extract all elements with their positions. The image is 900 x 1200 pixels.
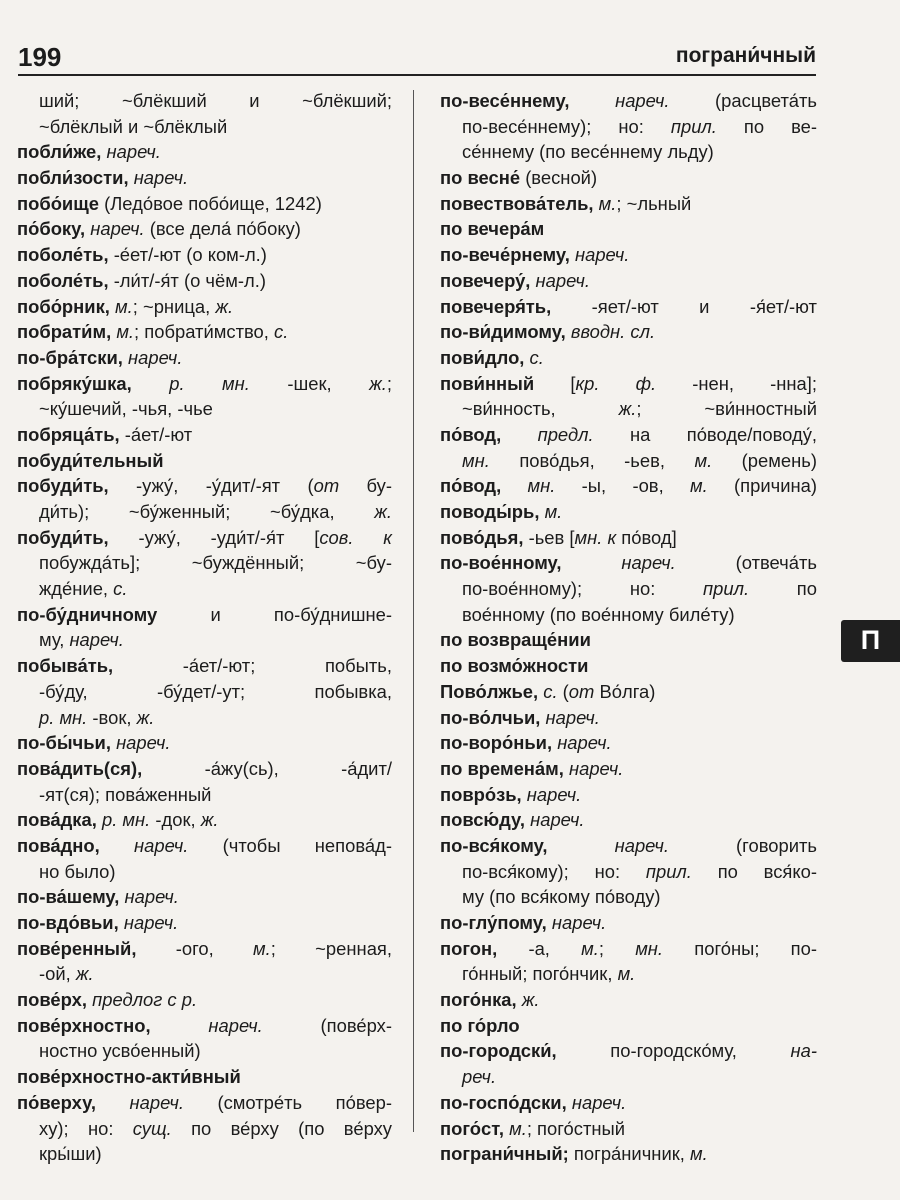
headword: по весне́: [440, 167, 521, 189]
dictionary-line: [17, 1064, 392, 1090]
entry-text: -бу́ду, -бу́дет/-ут; побывка,: [39, 680, 392, 702]
headword: пови́нный: [440, 372, 535, 394]
grammar-label: сущ.: [132, 1117, 172, 1139]
grammar-label: предлог с р.: [92, 989, 198, 1011]
entry-text: се́ннему (по весе́ннему льду): [462, 141, 714, 163]
grammar-label: нареч.: [123, 912, 179, 933]
dictionary-line: [17, 1116, 392, 1142]
headword: пово́дья,: [440, 526, 524, 548]
headword: по-вое́нному,: [440, 552, 562, 574]
headword: по́вод,: [440, 423, 502, 445]
headword: по вечера́м: [440, 218, 545, 240]
headword: по возвраще́нии: [440, 629, 591, 651]
entry-text: -вок,: [87, 706, 137, 728]
dictionary-line: [440, 88, 817, 114]
grammar-label: с.: [274, 321, 289, 343]
dictionary-line: [440, 473, 817, 499]
headword: пове́рх,: [17, 989, 87, 1011]
headword: поболе́ть,: [17, 269, 109, 291]
entry-text: ~блёклый и ~блёклый: [39, 115, 228, 137]
dictionary-line: [17, 961, 392, 987]
dictionary-line: [440, 1090, 817, 1116]
headword: побо́рник,: [17, 295, 110, 317]
headword: побли́зости,: [17, 167, 129, 189]
dictionary-line: [17, 807, 392, 833]
dictionary-line: [17, 191, 392, 217]
entry-text: (смотре́ть по́вер-: [183, 1091, 392, 1113]
entry-text: побужда́ть]; ~буждённый; ~бу-: [39, 552, 392, 574]
grammar-label: нареч.: [571, 1091, 627, 1113]
headword: побуди́ть,: [17, 475, 109, 497]
headword: поводы́рь,: [440, 501, 540, 522]
grammar-label: ж.: [374, 501, 392, 522]
entry-text: ший; ~блёкший и ~блёкший;: [39, 90, 392, 111]
grammar-label: нареч.: [134, 834, 189, 856]
entry-text: -ят(ся); пова́женный: [39, 783, 212, 805]
dictionary-line: [17, 114, 392, 140]
grammar-label: нареч.: [615, 90, 670, 111]
dictionary-line: [440, 294, 817, 320]
entry-text: ;: [598, 937, 636, 959]
grammar-label: прил.: [645, 860, 692, 882]
entry-text: на по́воде/поводу́,: [593, 423, 817, 445]
headword: погон,: [440, 937, 498, 959]
grammar-label: ж.: [200, 809, 219, 831]
headword: побряку́шка,: [17, 372, 132, 394]
entry-text: -а,: [497, 937, 582, 959]
entry-text: бу-: [339, 475, 392, 497]
entry-text: вое́нному (по вое́нному биле́ту): [462, 603, 735, 625]
grammar-label: м.: [694, 449, 713, 471]
entry-text: [132, 373, 169, 394]
grammar-label: м.: [253, 937, 271, 959]
dictionary-line: [17, 319, 392, 345]
headword: по возмо́жности: [440, 655, 589, 677]
headword: по-ви́димому,: [440, 321, 566, 343]
dictionary-line: [17, 859, 392, 885]
dictionary-line: [17, 602, 392, 628]
dictionary-line: [440, 396, 817, 422]
dictionary-line: [440, 448, 817, 474]
entry-text: (чтобы непова́д-: [188, 834, 392, 856]
headword: побрати́м,: [17, 321, 112, 343]
entry-text: по-вся́кому); но:: [462, 860, 646, 882]
grammar-label: мн.: [462, 449, 490, 471]
entry-text: -а́ет/-ют; побыть,: [113, 655, 392, 677]
entry-text: кры́ши): [39, 1143, 102, 1165]
dictionary-line: [17, 371, 392, 397]
dictionary-line: [440, 371, 817, 397]
headword: пови́дло,: [440, 346, 525, 368]
headword: пова́дка,: [17, 809, 97, 831]
grammar-label: р. мн.: [169, 372, 250, 394]
grammar-label: нареч.: [551, 912, 607, 933]
headword: по-городски́,: [440, 1040, 557, 1062]
headword: повро́зь,: [440, 783, 522, 805]
dictionary-line: [440, 936, 817, 962]
grammar-label: сов. к: [319, 526, 392, 548]
entry-text: -шек,: [249, 372, 370, 394]
dictionary-line: [17, 1038, 392, 1064]
entry-text: ностно усво́енный): [39, 1040, 201, 1062]
dictionary-line: [17, 756, 392, 782]
entry-text: ; ~рница,: [132, 295, 216, 317]
entry-text: пого́ны; по-: [663, 937, 817, 959]
headword: повествова́тель,: [440, 192, 594, 214]
entry-text: по вся́ко-: [691, 860, 817, 882]
dictionary-line: [440, 807, 817, 833]
thumb-index-tab[interactable]: П: [841, 620, 900, 662]
grammar-label: кр. ф.: [575, 372, 657, 394]
dictionary-line: [440, 525, 817, 551]
entry-text: -ужу́, -уди́т/-я́т [: [108, 526, 320, 548]
entry-text: Во́лга): [594, 680, 656, 702]
grammar-label: прил.: [670, 115, 717, 137]
headword: по-госпо́дски,: [440, 1091, 567, 1113]
headword: побыва́ть,: [17, 655, 114, 677]
headword: побуди́тельный: [17, 449, 164, 471]
dictionary-line: [440, 1116, 817, 1142]
entry-text: -а́жу(сь), -а́дит/: [142, 757, 392, 779]
grammar-label: нареч.: [69, 629, 124, 651]
grammar-label: нареч.: [128, 346, 183, 368]
column-divider: [413, 90, 414, 1132]
headword: повечеря́ть,: [440, 295, 552, 317]
dictionary-line: [17, 576, 392, 602]
running-head: пограни́чный: [675, 44, 816, 67]
dictionary-line: [440, 139, 817, 165]
headword: по-глу́пому,: [440, 912, 547, 933]
dictionary-line: [440, 345, 817, 371]
grammar-label: нареч.: [208, 1014, 263, 1036]
dictionary-line: [440, 859, 817, 885]
grammar-label: ж.: [136, 706, 155, 728]
grammar-label: м.: [509, 1117, 527, 1139]
entry-text: -нен, -нна];: [656, 372, 817, 394]
headword: пове́ренный,: [17, 937, 137, 959]
dictionary-line: [440, 1064, 817, 1090]
dictionary-line: [17, 910, 392, 936]
grammar-label: от: [313, 475, 340, 497]
dictionary-line: [440, 1038, 817, 1064]
dictionary-line: [17, 1013, 392, 1039]
entry-text: жде́ние,: [39, 578, 114, 600]
entry-text: -ого,: [136, 937, 254, 959]
entry-text: по ве́рху (по ве́рху: [171, 1117, 392, 1139]
grammar-label: нареч.: [129, 1091, 184, 1113]
grammar-label: нареч.: [116, 732, 171, 754]
entry-text: ;: [386, 372, 392, 394]
grammar-label: прил.: [703, 578, 750, 600]
headword: по-во́лчьи,: [440, 706, 541, 728]
headword: по-ва́шему,: [17, 886, 120, 908]
dictionary-line: [17, 525, 392, 551]
dictionary-line: [17, 653, 392, 679]
dictionary-line: [17, 448, 392, 474]
headword: Пово́лжье,: [440, 680, 539, 702]
headword: повсю́ду,: [440, 809, 525, 831]
grammar-label: м.: [581, 937, 599, 959]
dictionary-line: [17, 1090, 392, 1116]
grammar-label: вводн. сл.: [570, 321, 656, 343]
grammar-label: на-: [790, 1040, 817, 1062]
grammar-label: нареч.: [621, 552, 676, 574]
entry-text: -а́ет/-ют: [119, 423, 193, 445]
entry-text: пово́дья, -ьев,: [489, 449, 695, 471]
dictionary-line: [17, 1141, 392, 1167]
entry-text: ди́ть); ~бу́женный; ~бу́дка,: [39, 501, 375, 522]
dictionary-line: [17, 550, 392, 576]
headword: побуди́ть,: [17, 526, 109, 548]
entry-text: (пове́рх-: [262, 1014, 392, 1036]
dictionary-line: [440, 550, 817, 576]
dictionary-line: [440, 1141, 817, 1167]
dictionary-line: [440, 987, 817, 1013]
entry-text: [501, 424, 537, 445]
dictionary-line: [440, 165, 817, 191]
dictionary-line: [440, 422, 817, 448]
grammar-label: нареч.: [526, 783, 582, 805]
headword: по́вод,: [440, 475, 502, 497]
entry-text: по-весе́ннему); но:: [462, 115, 671, 137]
entry-text: (Ледо́вое побо́ище, 1242): [99, 192, 322, 214]
grammar-label: р. мн.: [39, 706, 88, 728]
entry-text: -ли́т/-я́т (о чём-л.): [108, 269, 266, 291]
entry-text: и по-бу́днишне-: [157, 603, 392, 625]
entry-text: -ьев [: [523, 526, 575, 548]
grammar-label: с.: [529, 346, 544, 368]
dictionary-line: [17, 987, 392, 1013]
grammar-label: ж.: [521, 989, 540, 1011]
dictionary-line: [17, 139, 392, 165]
dictionary-line: [440, 884, 817, 910]
grammar-label: м.: [617, 963, 636, 985]
grammar-label: м.: [690, 475, 708, 497]
entry-text: (весной): [520, 167, 598, 189]
dictionary-line: [17, 242, 392, 268]
dictionary-line: [17, 294, 392, 320]
entry-text: по-вое́нному); но:: [462, 578, 704, 600]
dictionary-line: [440, 910, 817, 936]
entry-text: -док,: [150, 809, 201, 831]
grammar-label: нареч.: [90, 218, 145, 240]
dictionary-line: [17, 679, 392, 705]
entry-text: по́вод]: [616, 526, 677, 548]
headword: по времена́м,: [440, 757, 564, 779]
entry-text: ; пого́стный: [526, 1117, 626, 1139]
dictionary-line: [440, 833, 817, 859]
grammar-label: ж.: [215, 295, 234, 317]
grammar-label: нареч.: [568, 757, 624, 779]
entry-text: (все дела́ по́боку): [144, 218, 301, 240]
entry-text: (причина): [707, 475, 817, 497]
entry-text: [151, 1015, 209, 1036]
headword: поболе́ть,: [17, 244, 109, 266]
dictionary-line: [17, 499, 392, 525]
headword: по-бы́чьи,: [17, 732, 111, 754]
grammar-label: ж.: [75, 963, 94, 985]
dictionary-line: [440, 216, 817, 242]
dictionary-line: [440, 653, 817, 679]
grammar-label: от: [568, 680, 595, 702]
headword: пого́ст,: [440, 1117, 504, 1139]
headword: побо́ище: [17, 192, 99, 214]
dictionary-line: [17, 88, 392, 114]
dictionary-line: [17, 833, 392, 859]
dictionary-line: [17, 705, 392, 731]
entry-text: [: [534, 372, 576, 394]
dictionary-line: [17, 627, 392, 653]
headword: по-весе́ннему,: [440, 90, 570, 111]
dictionary-line: [440, 114, 817, 140]
grammar-label: нареч.: [557, 732, 612, 754]
entry-text: му,: [39, 629, 70, 651]
grammar-label: нареч.: [545, 706, 600, 728]
dictionary-line: [17, 730, 392, 756]
entry-text: по-городско́му,: [556, 1040, 791, 1062]
dictionary-line: [17, 936, 392, 962]
headword: по́верху,: [17, 1091, 97, 1113]
dictionary-line: [440, 576, 817, 602]
headword: по-вся́кому,: [440, 834, 548, 856]
dictionary-line: [17, 884, 392, 910]
entry-text: [96, 1092, 130, 1113]
grammar-label: нареч.: [574, 244, 630, 266]
headword: пова́дно,: [17, 834, 100, 856]
entry-text: -е́ет/-ют (о ком-л.): [108, 244, 267, 266]
grammar-label: с.: [543, 680, 558, 702]
dictionary-line: [17, 422, 392, 448]
dictionary-line: [440, 602, 817, 628]
right-column: [440, 88, 817, 1167]
grammar-label: ж.: [369, 372, 387, 394]
dictionary-line: [17, 345, 392, 371]
grammar-label: р. мн.: [101, 809, 151, 831]
entry-text: ; побрати́мство,: [134, 321, 275, 343]
grammar-label: м.: [544, 501, 563, 522]
grammar-label: нареч.: [133, 167, 189, 189]
entry-text: по: [749, 578, 817, 600]
dictionary-line: [17, 216, 392, 242]
entry-text: ; ~ви́нностный: [636, 398, 817, 420]
entry-text: [570, 90, 616, 111]
dictionary-line: [17, 782, 392, 808]
dictionary-line: [440, 730, 817, 756]
grammar-label: ж.: [618, 398, 637, 420]
entry-text: -яет/-ют и -я́ет/-ют: [551, 295, 817, 317]
grammar-label: мн.: [635, 937, 664, 959]
page-header: [18, 40, 816, 76]
dictionary-line: [17, 268, 392, 294]
grammar-label: нареч.: [535, 269, 590, 291]
headword: по го́рло: [440, 1014, 520, 1036]
headword: побряца́ть,: [17, 423, 120, 445]
headword: пого́нка,: [440, 989, 517, 1011]
dictionary-line: [440, 242, 817, 268]
entry-text: -ой,: [39, 963, 76, 985]
headword: пограни́чный;: [440, 1143, 569, 1165]
entry-text: -ужу́, -у́дит/-ят (: [108, 475, 314, 497]
entry-text: (ремень): [712, 449, 817, 471]
grammar-label: нареч.: [614, 834, 669, 856]
grammar-label: м.: [116, 321, 135, 343]
grammar-label: м.: [115, 295, 133, 317]
headword: пове́рхностно,: [17, 1014, 151, 1036]
dictionary-line: [440, 191, 817, 217]
grammar-label: мн. к: [574, 526, 617, 548]
headword: по-бу́дничному: [17, 603, 158, 625]
entry-text: [548, 835, 615, 856]
dictionary-line: [440, 679, 817, 705]
entry-text: ; ~льный: [616, 192, 692, 214]
left-column: [17, 88, 392, 1167]
grammar-label: нареч.: [530, 809, 585, 831]
grammar-label: м.: [689, 1143, 708, 1165]
dictionary-line: [440, 756, 817, 782]
dictionary-line: [440, 627, 817, 653]
grammar-label: с.: [113, 578, 128, 600]
headword: по́боку,: [17, 218, 86, 240]
headword: по-воро́ньи,: [440, 732, 553, 754]
grammar-label: м.: [598, 192, 617, 214]
dictionary-line: [17, 165, 392, 191]
dictionary-line: [440, 499, 817, 525]
headword: повечеру́,: [440, 269, 531, 291]
dictionary-line: [440, 961, 817, 987]
entry-text: (расцвета́ть: [669, 90, 817, 111]
dictionary-line: [17, 396, 392, 422]
entry-text: погра́ничник,: [568, 1143, 690, 1165]
grammar-label: нареч.: [124, 886, 179, 908]
entry-text: ~ви́нность,: [462, 398, 619, 420]
entry-text: но было): [39, 860, 116, 882]
headword: пове́рхностно-акти́вный: [17, 1066, 241, 1088]
dictionary-line: [17, 473, 392, 499]
headword: по-вече́рнему,: [440, 244, 570, 266]
dictionary-line: [440, 268, 817, 294]
entry-text: ; ~ренная,: [270, 937, 392, 959]
dictionary-line: [440, 319, 817, 345]
dictionary-line: [440, 782, 817, 808]
dictionary-line: [440, 1013, 817, 1039]
entry-text: (говорить: [669, 834, 817, 856]
grammar-label: нареч.: [106, 141, 161, 163]
entry-text: го́нный; пого́нчик,: [462, 963, 618, 985]
entry-text: (: [557, 680, 569, 702]
entry-text: -ы, -ов,: [555, 475, 690, 497]
grammar-label: предл.: [537, 423, 594, 445]
headword: по-бра́тски,: [17, 346, 123, 368]
entry-text: [100, 835, 134, 856]
headword: побли́же,: [17, 141, 102, 163]
entry-text: ~ку́шечий, -чья, -чье: [39, 398, 213, 420]
headword: пова́дить(ся),: [17, 757, 143, 779]
entry-text: по ве-: [716, 115, 818, 137]
entry-text: ху); но:: [39, 1117, 133, 1139]
entry-text: [562, 552, 622, 573]
entry-text: му (по вся́кому по́воду): [462, 886, 661, 908]
entry-text: (отвеча́ть: [675, 552, 817, 574]
entry-text: [501, 475, 527, 496]
dictionary-line: [440, 705, 817, 731]
headword: по-вдо́вьи,: [17, 912, 119, 933]
page-number: 199: [18, 42, 62, 72]
grammar-label: мн.: [527, 475, 556, 497]
grammar-label: реч.: [462, 1066, 497, 1088]
